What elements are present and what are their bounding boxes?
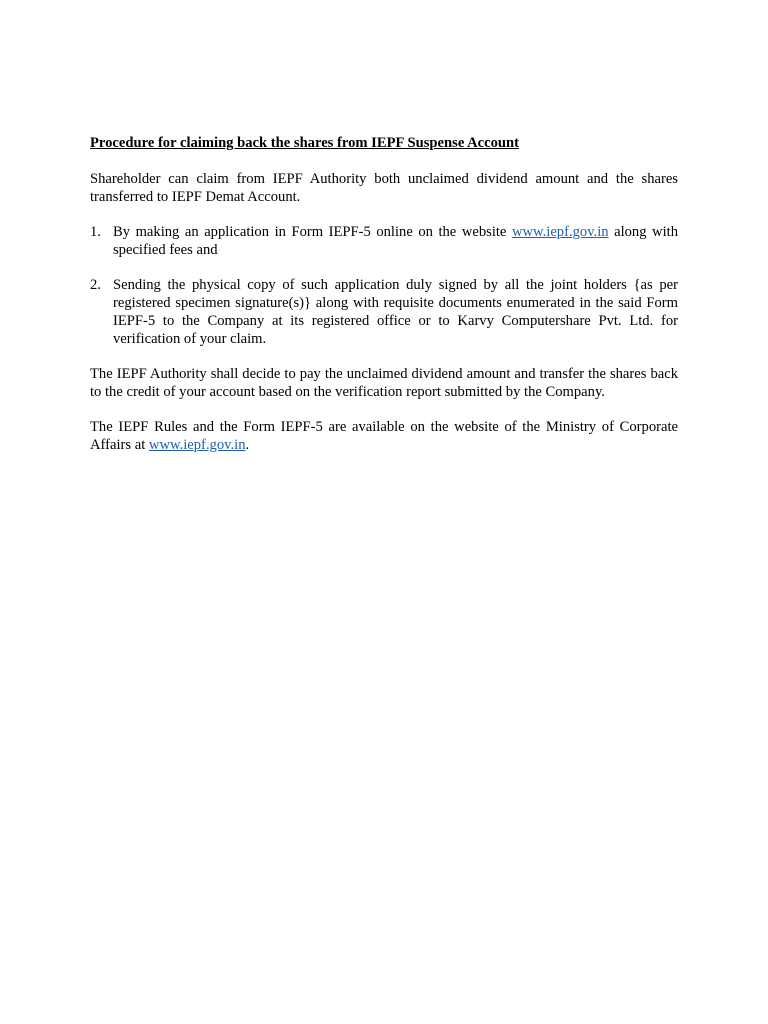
- document-page: [90, 133, 678, 471]
- iepf-website-link-2[interactable]: www.iepf.gov.in: [148, 437, 246, 453]
- iepf-website-link[interactable]: www.iepf.gov.in: [511, 224, 609, 240]
- intro-paragraph: Shareholder can claim from IEPF Authority both unclaimed dividend amount and the shares transferred to IEPF Demat Account.: [90, 171, 678, 205]
- list-number: 1.: [90, 224, 101, 240]
- list-item-1: [90, 223, 678, 259]
- list-text: Sending the physical copy of such application duly signed by all the joint holders {as per registered specimen signature(s)} along with requisite documents enumerated in the said Form IEPF-5 to the Company at its registered office or to Karvy Computershare Pvt. Ltd. for verification of your claim.: [113, 277, 678, 347]
- list-text-after: along with specified fees and: [113, 224, 679, 258]
- page-title: Procedure for claiming back the shares from IEPF Suspense Account: [90, 135, 520, 151]
- rules-paragraph: [90, 418, 678, 454]
- authority-paragraph: The IEPF Authority shall decide to pay the unclaimed dividend amount and transfer the shares back to the credit of your account based on the verification report submitted by the Company.: [90, 366, 678, 400]
- list-number: 2.: [90, 277, 101, 293]
- list-text: [113, 223, 678, 259]
- list-item-2: [90, 276, 678, 348]
- rules-text-after: .: [245, 437, 250, 453]
- list-text-before: By making an application in Form IEPF-5 online on the website: [113, 224, 512, 240]
- rules-text-before: The IEPF Rules and the Form IEPF-5 are available on the website of the Ministry of Corporate Affairs at: [90, 419, 678, 453]
